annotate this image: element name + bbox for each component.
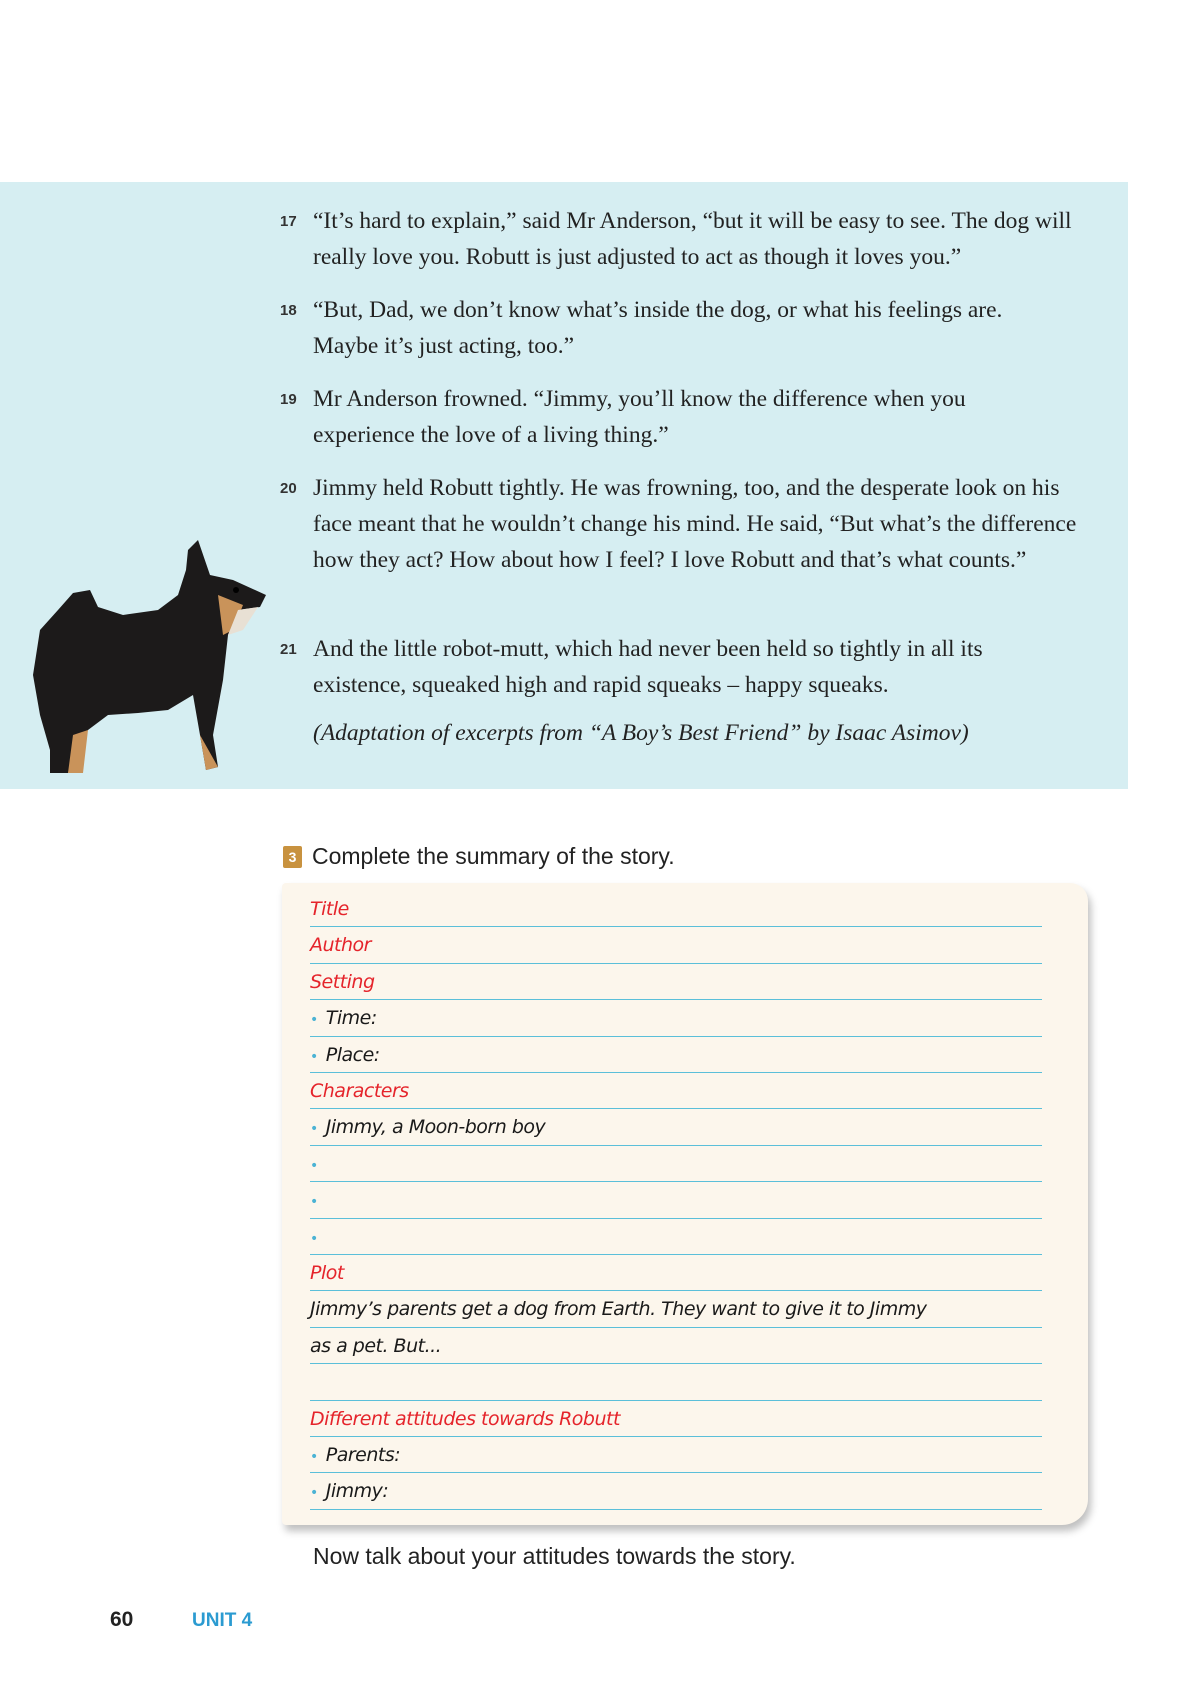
summary-row-text: Different attitudes towards Robutt [310,1407,620,1430]
summary-blank-line[interactable] [310,1181,1042,1218]
summary-row-text: Jimmy, a Moon-born boy [325,1116,546,1139]
story-paragraph-21 [280,631,1100,703]
summary-row [310,1472,1042,1509]
bullet-icon: • [310,1485,318,1502]
summary-blank-line[interactable] [310,1363,1042,1400]
story-paragraph-18 [280,292,1100,364]
summary-row [310,1290,1042,1327]
summary-row-text: Jimmy: [325,1480,389,1503]
summary-row [310,963,1042,1000]
paragraph-number: 18 [280,302,297,319]
summary-row-text: as a pet. But... [310,1334,442,1357]
summary-row [310,1436,1042,1473]
summary-row-text: Characters [310,1080,409,1102]
summary-row [310,1254,1042,1291]
summary-row [310,1400,1042,1437]
summary-blank-line[interactable] [310,1145,1042,1182]
paragraph-text: “It’s hard to explain,” said Mr Anderson, “but it will be easy to see. The dog will really love you. Robutt is just adjusted to act as though it loves you.” [313,208,1072,270]
story-paragraph-17 [280,203,1100,275]
summary-row [310,1108,1042,1145]
bullet-icon: • [310,1012,318,1029]
summary-row-text: Setting [310,970,375,993]
summary-row-text: Plot [310,1262,344,1284]
paragraph-text: Jimmy held Robutt tightly. He was frowning, too, and the desperate look on his face meant that he wouldn’t change his mind. He said, “But what’s the difference how they act? How about how I feel? I love Robutt and that’s what counts.” [313,475,1077,573]
bullet-icon: • [310,1157,318,1174]
summary-row [310,926,1042,963]
summary-blank-line[interactable] [310,1218,1042,1255]
summary-row-text: Place: [325,1043,380,1066]
summary-row-text: Parents: [325,1444,401,1466]
bullet-icon: • [310,1449,318,1465]
paragraph-text: And the little robot-mutt, which had never been held so tightly in all its existence, squeaked high and rapid squeaks – happy squeaks. [313,636,983,698]
story-paragraph-20 [280,470,1100,578]
story-paragraph-19 [280,381,1100,453]
summary-card [282,883,1088,1525]
paragraph-text: “But, Dad, we don’t know what’s inside the dog, or what his feelings are. Maybe it’s just acting, too.” [313,297,1003,359]
bullet-icon: • [310,1121,318,1138]
paragraph-text: Mr Anderson frowned. “Jimmy, you’ll know the difference when you experience the love of a living thing.” [313,386,966,448]
summary-row [310,890,1042,927]
follow-up-instruction: Now talk about your attitudes towards the story. [313,1543,796,1569]
task-number-badge: 3 [283,846,302,868]
story-credit: (Adaptation of excerpts from “A Boy’s Best Friend” by Isaac Asimov) [313,720,969,746]
summary-row-text: Title [310,898,349,920]
task-heading [283,843,675,870]
bullet-icon: • [310,1194,318,1211]
dog-photo [28,535,268,780]
task-instruction: Complete the summary of the story. [312,843,675,869]
bullet-icon: • [310,1230,318,1247]
bullet-icon: • [310,1048,318,1065]
page-number: 60 [110,1608,134,1631]
paragraph-number: 20 [280,480,297,497]
summary-row-text: Jimmy’s parents get a dog from Earth. They want to give it to Jimmy [310,1298,927,1321]
unit-label: UNIT 4 [192,1610,253,1631]
summary-row [310,1072,1042,1109]
paragraph-number: 17 [280,213,297,230]
paragraph-number: 19 [280,391,297,408]
summary-row [310,1327,1042,1364]
summary-row-text: Author [310,934,371,957]
summary-row [310,999,1042,1036]
summary-row-text: Time: [325,1007,377,1030]
paragraph-number: 21 [280,641,297,658]
summary-row [310,1036,1042,1073]
